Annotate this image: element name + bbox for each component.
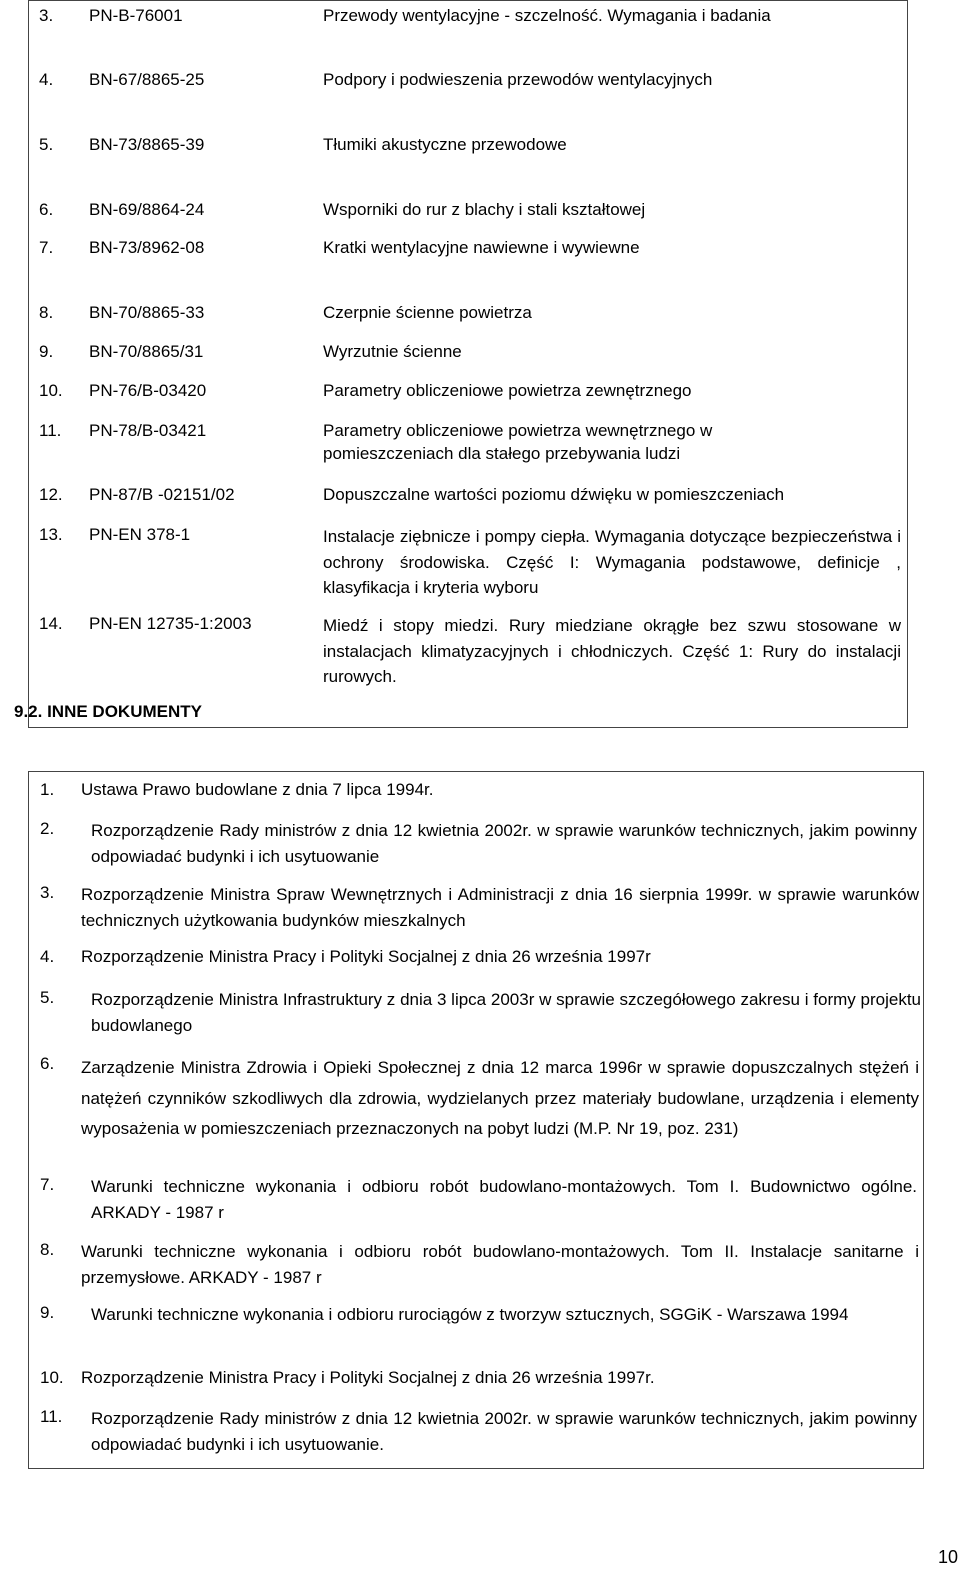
- standard-code: PN-78/B-03421: [89, 421, 207, 440]
- row-number: 10.: [39, 381, 63, 400]
- document-text: Warunki techniczne wykonania i odbioru rurociągów z tworzyw sztucznych, SGGiK - Warszawa 1994: [91, 1305, 849, 1324]
- standard-title: Czerpnie ścienne powietrza: [323, 303, 532, 322]
- standard-title: Przewody wentylacyjne - szczelność. Wymagania i badania: [323, 6, 771, 25]
- standard-code: BN-67/8865-25: [89, 70, 205, 89]
- row-number: 5.: [40, 988, 55, 1007]
- document-text: Rozporządzenie Ministra Pracy i Polityki Socjalnej z dnia 26 września 1997r.: [81, 1368, 655, 1387]
- document-text: Rozporządzenie Rady ministrów z dnia 12 kwietnia 2002r. w sprawie warunków technicznych, jakim powinny odpowiadać budynki i ich usytuowanie.: [91, 1409, 917, 1454]
- document-text: Ustawa Prawo budowlane z dnia 7 lipca 1994r.: [81, 780, 434, 799]
- row-number: 6.: [39, 200, 54, 219]
- row-number: 6.: [40, 1054, 55, 1073]
- row-number: 3.: [40, 883, 55, 902]
- row-number: 14.: [39, 614, 63, 633]
- row-number: 2.: [40, 819, 55, 838]
- standard-code: BN-70/8865/31: [89, 342, 204, 361]
- standard-code: PN-EN 12735-1:2003: [89, 614, 252, 633]
- standard-code: BN-69/8864-24: [89, 200, 205, 219]
- document-text: Zarządzenie Ministra Zdrowia i Opieki Społecznej z dnia 12 marca 1996r w sprawie dopuszczalnych stężeń i natężeń czynników szkodliwych dla zdrowia, wydzielanych przez materiały budowlane, urządzenia i elementy wyposażenia w pomieszczeniach przeznaczonych na pobyt ludzi (M.P. Nr 19, poz. 231): [81, 1058, 919, 1139]
- row-number: 9.: [40, 1303, 55, 1322]
- documents-table: [28, 771, 924, 1469]
- row-number: 3.: [39, 6, 54, 25]
- standard-title: Dopuszczalne wartości poziomu dźwięku w pomieszczeniach: [323, 485, 785, 504]
- standard-code: BN-70/8865-33: [89, 303, 205, 322]
- row-number: 4.: [40, 947, 55, 966]
- standard-code: PN-EN 378-1: [89, 525, 191, 544]
- standard-title: Parametry obliczeniowe powietrza wewnętrznego w pomieszczeniach dla stałego przebywania ludzi: [323, 421, 713, 463]
- standard-title: Wyrzutnie ścienne: [323, 342, 462, 361]
- row-number: 11.: [40, 1407, 63, 1426]
- document-text: Rozporządzenie Ministra Pracy i Polityki Socjalnej z dnia 26 września 1997r: [81, 947, 651, 966]
- standard-code: BN-73/8865-39: [89, 135, 205, 154]
- row-number: 12.: [39, 485, 63, 504]
- standard-code: PN-B-76001: [89, 6, 183, 25]
- standard-title: Parametry obliczeniowe powietrza zewnętrznego: [323, 381, 692, 400]
- standard-title: Tłumiki akustyczne przewodowe: [323, 135, 567, 154]
- page-number: 10: [937, 1547, 958, 1567]
- document-text: Warunki techniczne wykonania i odbioru robót budowlano-montażowych. Tom I. Budownictwo ogólne. ARKADY - 1987 r: [91, 1177, 917, 1222]
- standard-code: BN-73/8962-08: [89, 238, 205, 257]
- standard-title: Podpory i podwieszenia przewodów wentylacyjnych: [323, 70, 713, 89]
- row-number: 9.: [39, 342, 54, 361]
- standard-title: Instalacje ziębnicze i pompy ciepła. Wymagania dotyczące bezpieczeństwa i ochrony środowiska. Część I: Wymagania podstawowe, definicje , klasyfikacja i kryteria wyboru: [323, 527, 901, 597]
- row-number: 11.: [39, 421, 62, 440]
- row-number: 1.: [40, 780, 55, 799]
- row-number: 7.: [39, 238, 54, 257]
- row-number: 8.: [40, 1240, 55, 1259]
- standard-code: PN-87/B -02151/02: [89, 485, 235, 504]
- document-text: Warunki techniczne wykonania i odbioru robót budowlano-montażowych. Tom II. Instalacje sanitarne i przemysłowe. ARKADY - 1987 r: [81, 1242, 919, 1287]
- row-number: 13.: [39, 525, 63, 544]
- standard-title: Kratki wentylacyjne nawiewne i wywiewne: [323, 238, 640, 257]
- section-heading: 9.2. INNE DOKUMENTY: [14, 702, 202, 721]
- standard-title: Wsporniki do rur z blachy i stali kształtowej: [323, 200, 646, 219]
- document-text: Rozporządzenie Ministra Spraw Wewnętrznych i Administracji z dnia 16 sierpnia 1999r. w sprawie warunków technicznych użytkowania budynków mieszkalnych: [81, 885, 919, 930]
- row-number: 10.: [40, 1368, 64, 1387]
- row-number: 7.: [40, 1175, 55, 1194]
- document-text: Rozporządzenie Rady ministrów z dnia 12 kwietnia 2002r. w sprawie warunków technicznych, jakim powinny odpowiadać budynki i ich usytuowanie: [91, 821, 917, 866]
- document-text: Rozporządzenie Ministra Infrastruktury z dnia 3 lipca 2003r w sprawie szczegółowego zakresu i formy projektu budowlanego: [91, 990, 921, 1035]
- row-number: 8.: [39, 303, 54, 322]
- standard-title: Miedź i stopy miedzi. Rury miedziane okrągłe bez szwu stosowane w instalacjach klimatyzacyjnych i chłodniczych. Część 1: Rury do instalacji rurowych.: [323, 616, 901, 686]
- row-number: 5.: [39, 135, 54, 154]
- standard-code: PN-76/B-03420: [89, 381, 207, 400]
- standards-table: [28, 0, 908, 728]
- row-number: 4.: [39, 70, 54, 89]
